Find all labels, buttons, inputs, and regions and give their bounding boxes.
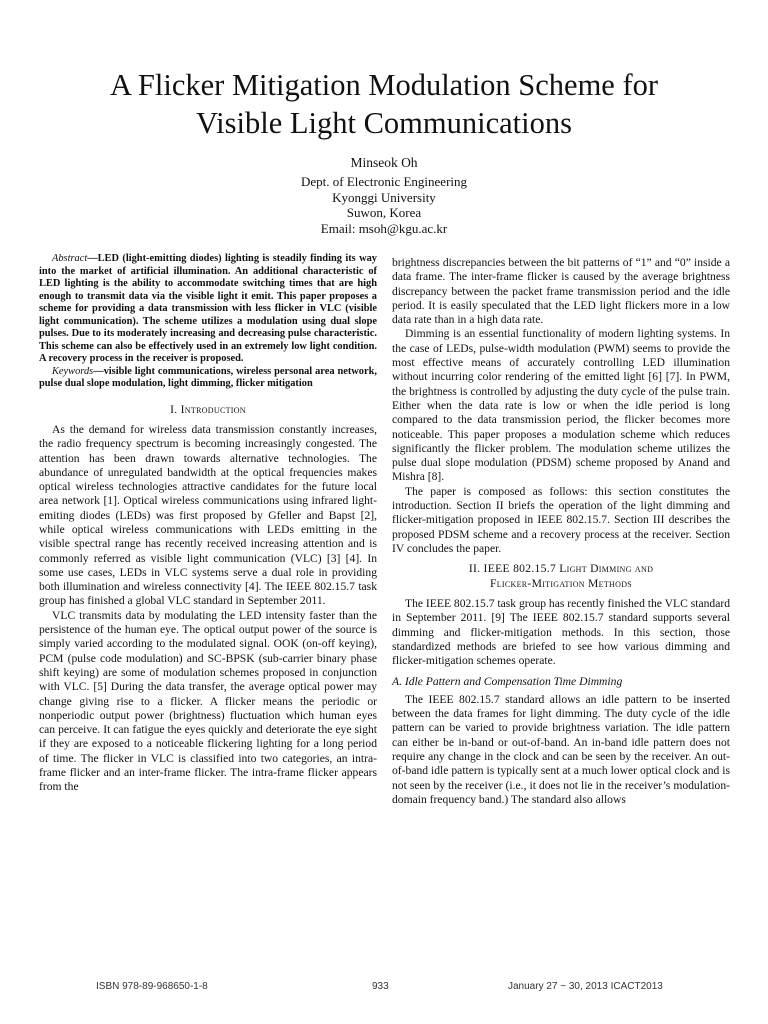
paper-title (40, 66, 728, 142)
title-line-2: Visible Light Communications (195, 106, 572, 140)
keywords-text: —visible light communications, wireless personal area network, pulse dual slope modulation, light dimming, flicker mitigation (39, 365, 377, 389)
right-paragraph-3: The paper is composed as follows: this section constitutes the introduction. Section II briefs the operation of the light dimming and flicker-mitigation proposed in IEEE 802.15.7. Section III describes the proposed PDSM scheme and a recovery process at the receiver. Section IV concludes the paper. (392, 484, 730, 555)
right-column (392, 256, 730, 807)
footer-conference: January 27 ~ 30, 2013 ICACT2013 (508, 981, 663, 992)
abstract-block (39, 253, 377, 391)
subsection-heading-a: A. Idle Pattern and Compensation Time Dimming (392, 674, 623, 688)
author-block (184, 154, 584, 236)
author-location: Suwon, Korea (346, 205, 422, 221)
author-name: Minseok Oh (350, 155, 418, 170)
section-heading-introduction: I. Introduction (170, 402, 246, 416)
abstract-lead: Abstract (52, 253, 88, 264)
author-email: Email: msoh@kgu.ac.kr (320, 220, 448, 236)
intro-paragraph-2: VLC transmits data by modulating the LED intensity faster than the persistence of the human eye. The optical output power of the source is simply varied according to the modulated signal. OOK (on-off keying), PCM (pulse code modulation) and SC-BPSK (sub-carrier binary phase shift keying) are some of modulation schemes proposed in conjunction with VLC. [5] During the data transfer, the average optical power may change giving rise to a flicker. A flicker means the periodic or nonperiodic output power (brightness) fluctuation which human eyes can perceive. It can fatigue the eyes quickly and deteriorate the eye sight if they are exposed to a noticeable flickering lighting for a long period of time. The flicker in VLC is classified into two categories, an intra-frame flicker and an inter-frame flicker. The intra-frame flicker appears from the (39, 608, 377, 794)
keywords-paragraph (39, 366, 377, 391)
author-dept: Dept. of Electronic Engineering (300, 174, 468, 189)
section-heading-ieee (392, 562, 730, 591)
intro-paragraph-1: As the demand for wireless data transmission constantly increases, the radio frequency spectrum is becoming increasingly congested. The attention has been drawn towards alternative technologies. The abundance of unregulated bandwidth at the optical frequencies makes optical wireless technologies attractive candidates for the future local area network [1]. Optical wireless communications using infrared light-emiting diodes (LEDs) was first proposed by Gfeller and Bapst [2], while optical wireless communications with LEDs emitting in the visible spectral range has recently received increasing attention and is commonly referred as visible light communication (VLC) [3] [4]. In some use cases, LEDs in VLC systems serve a dual role in providing both illumination and wireless connectivity [4]. The IEEE 802.15.7 task group has finished a global VLC standard in September 2011. (39, 422, 377, 608)
title-line-1: A Flicker Mitigation Modulation Scheme for (109, 68, 659, 102)
footer-page-number: 933 (372, 981, 389, 992)
right-paragraph-2: Dimming is an essential functionality of modern lighting systems. In the case of LEDs, pulse-width modulation (PWM) seems to provide the most effective means of accurately controlling LED illumination without incurring color rendering of the emitted light [6] [7]. In PWM, the brightness is controlled by adjusting the duty cycle of the pulse train. Either when the data rate is low or when the idle period is long compared to the data transmission period, the flicker becomes more noticeable. This paper proposes a modulation scheme which reduces significantly the flicker problem. The modulation scheme utilizes the pulse dual slope modulation (PDSM) scheme proposed by Anand and Mishra [8]. (392, 327, 730, 484)
abstract-text: —LED (light-emitting diodes) lighting is steadily finding its way into the market of artificial illumination. An additional characteristic of LED lighting is the ability to accommodate switching times that are high enough to transmit data via the visible light it emit. This paper proposes a scheme for providing a data transmission with less flicker in VLC (visible light communication). The scheme utilizes a modulation using dual slope pulses. Due to its moderately increasing and decreasing pulse characteristic. This scheme can also be effectively used in an extremely low light condition. A recovery process in the receiver is proposed. (39, 253, 377, 364)
right-paragraph-5: The IEEE 802.15.7 standard allows an idle pattern to be inserted between the data frames for light dimming. The duty cycle of the idle pattern can be varied to provide brightness variation. The idle pattern can either be in-band or out-of-band. An in-band idle pattern does not require any change in the clock and can be seen by the receiver. An out-of-band idle pattern is typically sent at a much lower optical clock and is not seen by the receiver (i.e., it does not lie in the receiver’s modulation-domain frequency band.) The standard also allows (392, 692, 730, 806)
footer-isbn: ISBN 978-89-968650-1-8 (96, 981, 208, 992)
keywords-lead: Keywords (52, 365, 94, 377)
right-paragraph-1: brightness discrepancies between the bit patterns of “1” and “0” inside a data frame. The inter-frame flicker is caused by the average brightness discrepancy between the packet frame transmission period and the idle period. It is easily speculated that the LED light flickers more in a low data rate than in a high data rate. (392, 256, 730, 327)
section2-heading-line-1: II. IEEE 802.15.7 Light Dimming and (468, 562, 654, 576)
left-column (39, 253, 377, 795)
section2-heading-line-2: Flicker-Mitigation Methods (489, 576, 633, 590)
abstract-paragraph (39, 253, 377, 366)
author-university: Kyonggi University (332, 189, 436, 205)
right-paragraph-4: The IEEE 802.15.7 task group has recently finished the VLC standard in September 2011. [9] The IEEE 802.15.7 standard supports several dimming and flicker-mitigation methods. In this section, those standardized methods are briefed to see how various dimming and flicker-mitigation schemes operate. (392, 597, 730, 668)
